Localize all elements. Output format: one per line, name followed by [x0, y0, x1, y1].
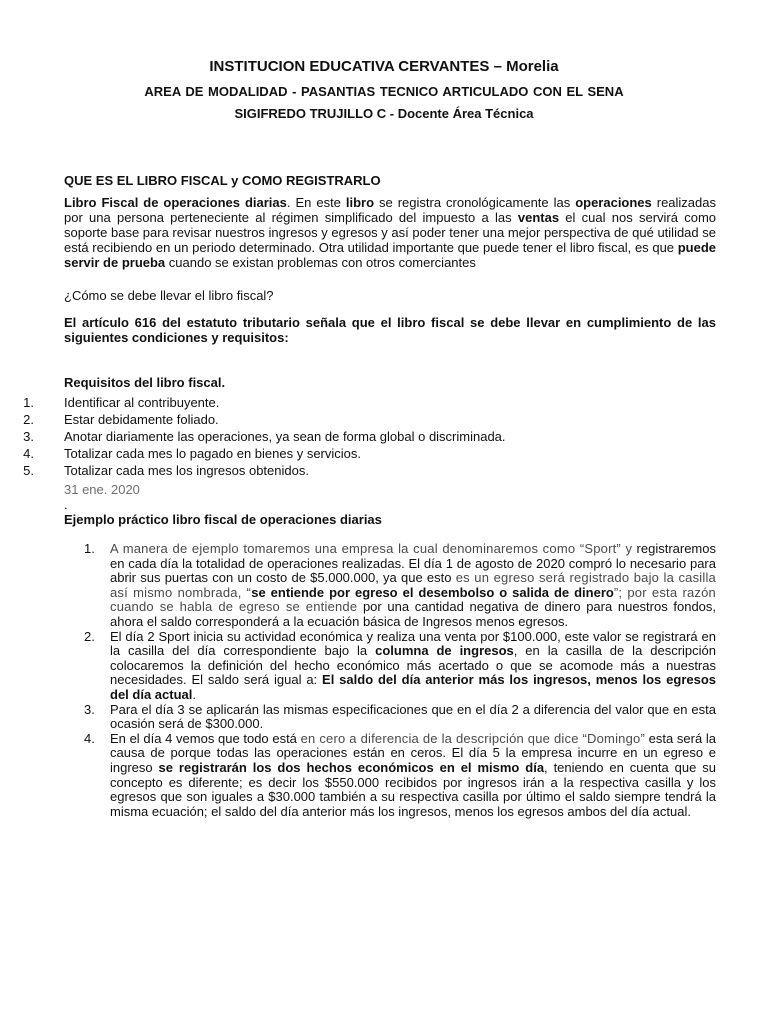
- item-number: 3.: [23, 429, 34, 444]
- list-item: [84, 630, 716, 703]
- item-text: , en la casilla de la descripción colocaremos la definición del hecho económico más acertado o que se acomode más a nuestras necesidades. El saldo será igual a:: [110, 643, 716, 688]
- item-text: es un egreso será registrado bajo la casilla así mismo nombrada, “: [110, 570, 716, 600]
- example-heading: Ejemplo práctico libro fiscal de operaciones diarias: [64, 512, 382, 527]
- list-item: [84, 703, 716, 732]
- intro-text-2: se registra cronológicamente las: [374, 195, 576, 210]
- item-text: Totalizar cada mes lo pagado en bienes y servicios.: [64, 446, 361, 461]
- item-text: en cero a diferencia de la descripción que dice “Domingo”: [300, 730, 645, 746]
- item-number: 4.: [84, 730, 95, 746]
- item-number: 1.: [23, 395, 34, 410]
- dot-text: .: [64, 497, 68, 512]
- item-text: A manera de ejemplo tomaremos una empresa la cual denominaremos como “Sport” y: [110, 541, 633, 556]
- document-teacher: SIGIFREDO TRUJILLO C - Docente Área Técnica: [234, 106, 534, 121]
- list-item: [18, 445, 658, 462]
- item-text: esta será la causa de porque todas las operaciones están en ceros. El día 5 la empresa incurre en un egreso e ingreso: [110, 730, 716, 775]
- item-text: Identificar al contribuyente.: [64, 395, 220, 410]
- item-number: 2.: [23, 412, 34, 427]
- document-subtitle: AREA DE MODALIDAD - PASANTIAS TECNICO ARTICULADO CON EL SENA: [144, 84, 624, 99]
- item-text: Anotar diariamente las operaciones, ya sean de forma global o discriminada.: [64, 429, 506, 444]
- item-bold-text: columna de ingresos: [375, 643, 514, 659]
- intro-paragraph: [64, 195, 716, 270]
- list-item: [18, 411, 658, 428]
- intro-bold-1: Libro Fiscal de operaciones diarias: [64, 195, 287, 210]
- list-item: [18, 394, 658, 411]
- example-list: [84, 542, 716, 819]
- item-text: registraremos en cada día la totalidad de operaciones realizadas. El día 1 de agosto de 2020 compró lo necesario para abrir sus puertas con un costo de $5.000.000, ya que esto: [110, 541, 716, 586]
- intro-text-1: . En este: [286, 195, 346, 210]
- section-heading: QUE ES EL LIBRO FISCAL y COMO REGISTRARLO: [64, 173, 381, 188]
- intro-bold-2: libro: [345, 195, 375, 210]
- item-text: .: [192, 686, 196, 702]
- intro-text-4: el cual nos servirá como soporte base para revisar nuestros ingresos y egresos y así poder tener una mejor perspectiva de qué utilidad se está recibiendo en un periodo determinado. Otra utilidad importante que puede tener el libro fiscal, es que: [64, 210, 716, 255]
- intro-text-3: realizadas por una persona perteneciente al régimen simplificado del impuesto a las: [64, 195, 717, 225]
- intro-bold-5: puede servir de prueba: [64, 240, 716, 270]
- item-text: En el día 4 vemos que todo está: [110, 730, 301, 746]
- date-text: 31 ene. 2020: [64, 482, 140, 497]
- item-text: Estar debidamente foliado.: [64, 412, 219, 427]
- item-bold-text: se entiende por egreso el desembolso o salida de dinero: [251, 584, 614, 600]
- item-text: por una cantidad negativa de dinero para nuestros fondos, ahora el saldo corresponderá a la ecuación básica de Ingresos menos egresos.: [110, 599, 717, 629]
- item-number: 4.: [23, 446, 34, 461]
- requirements-heading: Requisitos del libro fiscal.: [64, 375, 226, 390]
- list-item: [18, 462, 658, 479]
- requirements-list: [18, 394, 658, 479]
- item-bold-text: El saldo del día anterior más los ingresos, menos los egresos del día actual: [110, 672, 717, 702]
- intro-bold-4: ventas: [517, 210, 560, 225]
- list-item: [84, 732, 716, 820]
- item-text: , teniendo en cuenta que su concepto es diferente; es decir los $550.000 recibidos por ingresos irán a la respectiva casilla y los egresos que son iguales a $30.000 también a su respectiva casilla por último el saldo siempre tendrá la misma ecuación; el saldo del día anterior más los ingresos, menos los egresos ambos del día actual.: [110, 759, 716, 819]
- list-item: [18, 428, 658, 445]
- item-number: 1.: [84, 541, 95, 556]
- question-text: ¿Cómo se debe llevar el libro fiscal?: [64, 288, 274, 303]
- item-number: 5.: [23, 463, 34, 478]
- item-text: ”; por esta razón cuando se habla de egreso se entiende: [110, 584, 716, 615]
- list-item: [84, 542, 716, 630]
- item-text: El día 2 Sport inicia su actividad económica y realiza una venta por $100.000, este valor se registrará en la casilla del día correspondiente bajo la: [110, 628, 716, 659]
- item-text: Para el día 3 se aplicarán las mismas especificaciones que en el día 2 a diferencia del valor que en esta ocasión será de $300.000.: [110, 701, 716, 732]
- item-text: Totalizar cada mes los ingresos obtenidos.: [64, 463, 309, 478]
- intro-bold-3: operaciones: [575, 195, 652, 210]
- item-number: 3.: [84, 701, 95, 717]
- item-number: 2.: [84, 628, 95, 644]
- document-title: INSTITUCION EDUCATIVA CERVANTES – Morelia: [209, 58, 559, 75]
- intro-text-5: cuando se existan problemas con otros comerciantes: [165, 255, 476, 270]
- item-bold-text: se registrarán los dos hechos económicos en el mismo día: [158, 759, 545, 775]
- article-text: El artículo 616 del estatuto tributario señala que el libro fiscal se debe llevar en cumplimiento de las siguientes condiciones y requisitos:: [64, 315, 716, 345]
